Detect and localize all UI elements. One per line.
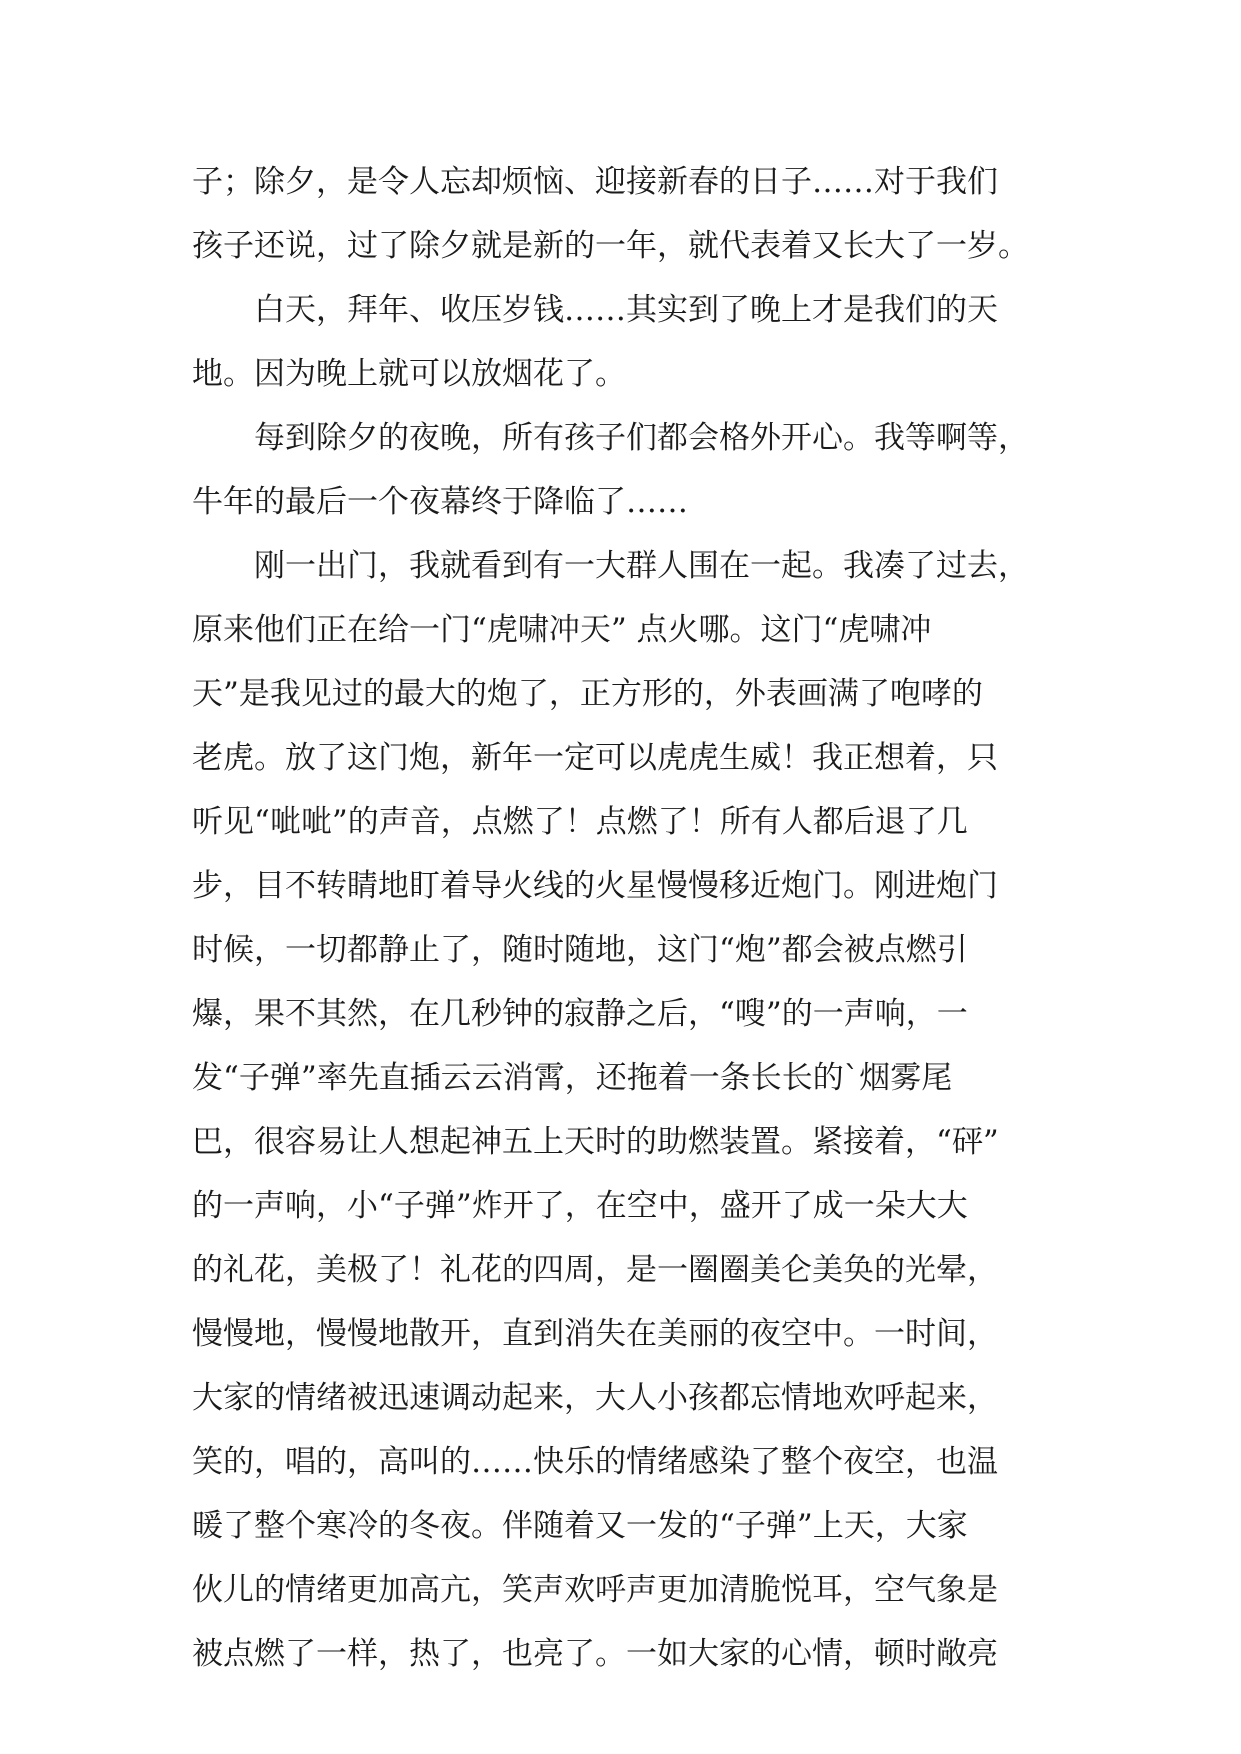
text-line: 的一声响，小“子弹”炸开了，在空中，盛开了成一朵大大	[192, 1188, 968, 1224]
text-line: 步，目不转睛地盯着导火线的火星慢慢移近炮门。刚进炮门	[192, 868, 998, 904]
text-line: 牛年的最后一个夜幕终于降临了……	[192, 484, 688, 520]
text-line: 发“子弹”率先直插云云消霄，还拖着一条长长的`烟雾尾	[192, 1060, 953, 1096]
text-line: 听见“呲呲”的声音，点燃了！点燃了！所有人都后退了几	[192, 804, 968, 840]
text-line: 巴，很容易让人想起神五上天时的助燃装置。紧接着，“砰”	[192, 1124, 999, 1160]
text-line: 时候，一切都静止了，随时随地，这门“炮”都会被点燃引	[192, 932, 968, 968]
text-line: 伙儿的情绪更加高亢，笑声欢呼声更加清脆悦耳，空气象是	[192, 1572, 998, 1608]
text-line: 原来他们正在给一门“虎啸冲天” 点火哪。这门“虎啸冲	[192, 612, 932, 648]
text-line: 白天，拜年、收压岁钱……其实到了晚上才是我们的天	[254, 292, 998, 328]
text-line: 大家的情绪被迅速调动起来，大人小孩都忘情地欢呼起来，	[192, 1380, 998, 1416]
text-line: 子；除夕，是令人忘却烦恼、迎接新春的日子……对于我们	[192, 164, 998, 200]
text-line: 刚一出门，我就看到有一大群人围在一起。我凑了过去，	[254, 548, 1029, 584]
text-line: 被点燃了一样，热了，也亮了。一如大家的心情，顿时敞亮	[192, 1636, 998, 1672]
text-line: 暖了整个寒冷的冬夜。伴随着又一发的“子弹”上天，大家	[192, 1508, 968, 1544]
text-line: 地。因为晚上就可以放烟花了。	[192, 356, 626, 392]
text-line: 慢慢地，慢慢地散开，直到消失在美丽的夜空中。一时间，	[192, 1316, 998, 1352]
text-line: 天”是我见过的最大的炮了，正方形的，外表画满了咆哮的	[192, 676, 983, 712]
text-line: 孩子还说，过了除夕就是新的一年，就代表着又长大了一岁。	[192, 228, 1029, 264]
text-line: 每到除夕的夜晚，所有孩子们都会格外开心。我等啊等，	[254, 420, 1029, 456]
text-line: 爆，果不其然，在几秒钟的寂静之后，“嗖”的一声响，一	[192, 996, 968, 1032]
text-line: 的礼花，美极了！礼花的四周，是一圈圈美仑美奂的光晕，	[192, 1252, 998, 1288]
text-line: 笑的，唱的，高叫的……快乐的情绪感染了整个夜空，也温	[192, 1444, 998, 1480]
body-text	[192, 150, 1072, 1686]
text-line: 老虎。放了这门炮，新年一定可以虎虎生威！我正想着，只	[192, 740, 998, 776]
